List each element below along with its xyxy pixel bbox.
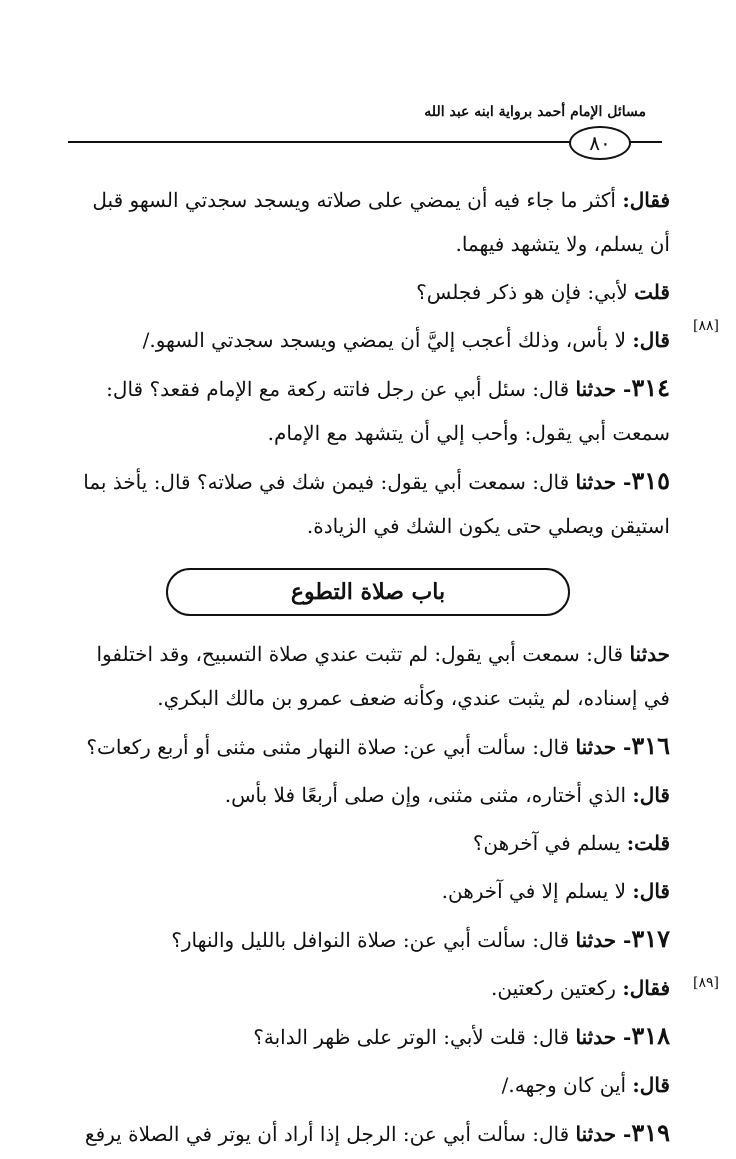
paragraph-lead: - حدثنا [575,377,632,401]
paragraph [66,773,670,817]
paragraph-lead: قال: [632,328,670,352]
paragraph [66,178,670,266]
paragraph-lead: قلت [634,280,670,304]
paragraph-text: لأبي: فإن هو ذكر فجلس؟ [416,280,635,304]
paragraph-lead: - حدثنا [575,735,632,759]
paragraph [66,1063,670,1107]
item-number: ٣١٩ [631,1118,670,1147]
paragraph [66,966,670,1010]
paragraph-lead: قال: [632,1073,670,1097]
item-number: ٣١٥ [631,466,670,495]
paragraph [66,366,670,455]
paragraph [66,632,670,720]
paragraph [66,270,670,314]
paragraph-text: قال: سمعت أبي يقول: فيمن شك في صلاته؟ قال: يأخذ بما استيقن ويصلي حتى يكون الشك في الزيادة. [83,470,670,538]
paragraph [66,459,670,548]
paragraph [66,1014,670,1059]
running-header: مسائل الإمام أحمد برواية ابنه عبد الله [424,104,646,120]
paragraph-text: الذي أختاره، مثنى مثنى، وإن صلى أربعًا فلا بأس. [224,783,633,807]
margin-note: [٨٩] [693,975,719,991]
paragraph-text: قال: سئل أبي عن رجل فاتته ركعة مع الإمام فقعد؟ قال: سمعت أبي يقول: وأحب إلي أن يتشهد مع الإمام. [106,377,670,445]
paragraph [66,724,670,769]
paragraph-text: قال: سمعت أبي يقول: لم تثبت عندي صلاة التسبيح، وقد اختلفوا في إسناده، لم يثبت عندي، وكأنه ضعف عمرو بن مالك البكري. [96,642,670,710]
paragraph [66,1111,670,1156]
paragraph-lead: قلت: [626,831,670,855]
page-body [66,178,670,1156]
item-number: ٣١٧ [631,924,670,953]
paragraph-text: ركعتين ركعتين. [490,976,623,1000]
paragraph-text: قال: سألت أبي عن: الرجل إذا أراد أن يوتر في الصلاة يرفع [84,1122,576,1146]
paragraph-lead: حدثنا [629,642,670,666]
paragraph-text: قال: سألت أبي عن: صلاة النوافل بالليل والنهار؟ [171,928,576,952]
paragraph-text: قال: سألت أبي عن: صلاة النهار مثنى مثنى أو أربع ركعات؟ [86,735,576,759]
chapter-heading: باب صلاة التطوع [166,568,570,616]
page-number: ٨٠ [569,126,631,160]
paragraph-lead: - حدثنا [575,1025,632,1049]
item-number: ٣١٨ [631,1021,670,1050]
paragraph [66,917,670,962]
margin-note: [٨٨] [693,318,719,334]
paragraph [66,318,670,362]
paragraph-text: لا بأس، وذلك أعجب إليَّ أن يمضي ويسجد سجدتي السهو./ [142,328,633,352]
paragraph-text: لا يسلم إلا في آخرهن. [441,879,633,903]
paragraph-text: يسلم في آخرهن؟ [472,831,627,855]
paragraph-text: قال: قلت لأبي: الوتر على ظهر الدابة؟ [253,1025,576,1049]
paragraph-lead: قال: [632,783,670,807]
paragraph-lead: فقال: [622,976,670,1000]
paragraph-text: أين كان وجهه./ [501,1073,633,1097]
paragraph [66,869,670,913]
paragraph-lead: - حدثنا [575,928,632,952]
item-number: ٣١٦ [631,731,670,760]
paragraph-lead: قال: [632,879,670,903]
paragraph-lead: فقال: [622,188,670,212]
paragraph-lead: - حدثنا [575,1122,632,1146]
paragraph-lead: - حدثنا [575,470,632,494]
paragraph-text: أكثر ما جاء فيه أن يمضي على صلاته ويسجد سجدتي السهو قبل أن يسلم، ولا يتشهد فيهما. [92,188,670,256]
paragraph [66,821,670,865]
item-number: ٣١٤ [631,373,670,402]
